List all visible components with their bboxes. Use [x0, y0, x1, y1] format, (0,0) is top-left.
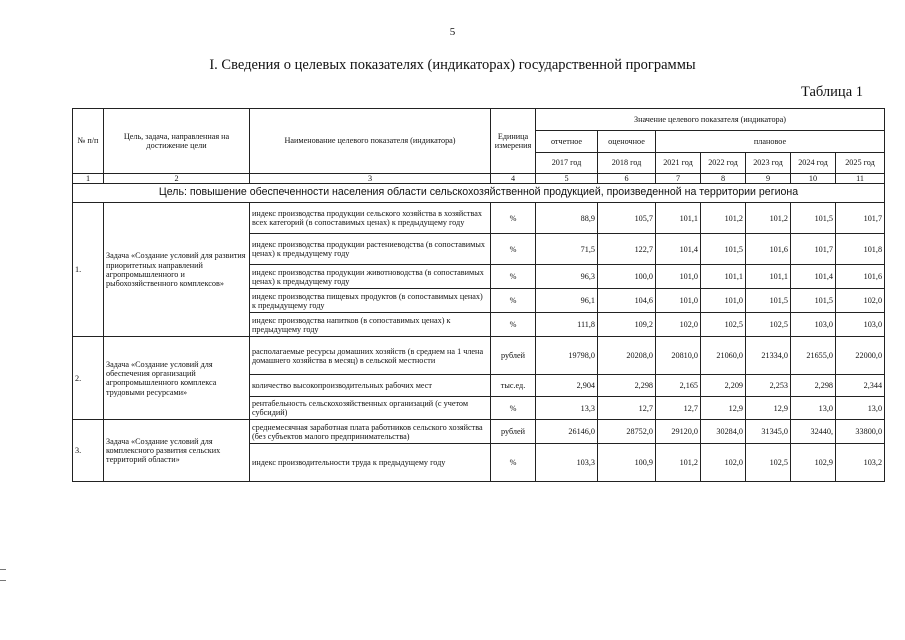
header-year: 2017 год	[536, 153, 598, 174]
column-number: 2	[104, 174, 250, 184]
value-cell: 101,0	[701, 289, 746, 313]
value-cell: 105,7	[598, 203, 656, 234]
unit-cell: %	[491, 444, 536, 482]
page-number: 5	[449, 26, 456, 38]
value-cell: 31345,0	[746, 420, 791, 444]
value-cell: 101,0	[656, 265, 701, 289]
value-cell: 103,0	[836, 313, 885, 337]
value-cell: 96,1	[536, 289, 598, 313]
indicator-name: среднемесячная заработная плата работников сельского хозяйства (без субъектов малого предпринимательства)	[250, 420, 491, 444]
unit-cell: %	[491, 289, 536, 313]
value-cell: 101,5	[791, 289, 836, 313]
value-cell: 101,1	[746, 265, 791, 289]
indicator-name: располагаемые ресурсы домашних хозяйств (в среднем на 1 члена домашнего хозяйства в месяц) в сельской местности	[250, 337, 491, 375]
value-cell: 102,0	[656, 313, 701, 337]
header-unit: Единица измерения	[491, 109, 536, 174]
task-number: 3.	[73, 420, 104, 482]
column-number: 6	[598, 174, 656, 184]
column-number: 11	[836, 174, 885, 184]
task-number: 2.	[73, 337, 104, 420]
unit-cell: %	[491, 265, 536, 289]
value-cell: 101,7	[836, 203, 885, 234]
value-cell: 101,6	[746, 234, 791, 265]
value-cell: 12,7	[598, 397, 656, 420]
value-cell: 2,209	[701, 375, 746, 397]
value-cell: 109,2	[598, 313, 656, 337]
margin-mark	[0, 580, 6, 581]
value-cell: 32440,	[791, 420, 836, 444]
value-cell: 102,5	[746, 444, 791, 482]
value-cell: 101,5	[701, 234, 746, 265]
value-cell: 21334,0	[746, 337, 791, 375]
task-text: Задача «Создание условий для обеспечения организаций агропромышленного комплекса трудовыми ресурсами»	[104, 337, 250, 420]
value-cell: 2,904	[536, 375, 598, 397]
value-cell: 2,253	[746, 375, 791, 397]
table-row	[73, 203, 885, 234]
value-cell: 102,5	[746, 313, 791, 337]
unit-cell: %	[491, 234, 536, 265]
header-year: 2021 год	[656, 153, 701, 174]
value-cell: 2,165	[656, 375, 701, 397]
value-cell: 103,3	[536, 444, 598, 482]
value-cell: 101,2	[701, 203, 746, 234]
column-number: 7	[656, 174, 701, 184]
goal-row	[73, 184, 885, 203]
column-number: 4	[491, 174, 536, 184]
header-year: 2024 год	[791, 153, 836, 174]
indicator-name: индекс производства продукции животноводства (в сопоставимых ценах) к предыдущему году	[250, 265, 491, 289]
value-cell: 100,9	[598, 444, 656, 482]
task-text: Задача «Создание условий для комплексного развития сельских территорий области»	[104, 420, 250, 482]
header-year: 2022 год	[701, 153, 746, 174]
value-cell: 20208,0	[598, 337, 656, 375]
value-cell: 12,7	[656, 397, 701, 420]
value-cell: 101,4	[656, 234, 701, 265]
indicator-name: индекс производительности труда к предыдущему году	[250, 444, 491, 482]
value-cell: 26146,0	[536, 420, 598, 444]
unit-cell: рублей	[491, 420, 536, 444]
value-cell: 103,2	[836, 444, 885, 482]
header-estimated: оценочное	[598, 131, 656, 153]
value-cell: 122,7	[598, 234, 656, 265]
column-number: 5	[536, 174, 598, 184]
header-year: 2023 год	[746, 153, 791, 174]
value-cell: 103,0	[791, 313, 836, 337]
column-number: 10	[791, 174, 836, 184]
page-title: I. Сведения о целевых показателях (индикаторах) государственной программы	[209, 57, 696, 73]
header-no: № п/п	[73, 109, 104, 174]
indicator-name: количество высокопроизводительных рабочих мест	[250, 375, 491, 397]
value-cell: 29120,0	[656, 420, 701, 444]
unit-cell: %	[491, 203, 536, 234]
indicator-name: индекс производства пищевых продуктов (в сопоставимых ценах) к предыдущему году	[250, 289, 491, 313]
value-cell: 13,0	[836, 397, 885, 420]
value-cell: 13,3	[536, 397, 598, 420]
unit-cell: тыс.ед.	[491, 375, 536, 397]
value-cell: 102,5	[701, 313, 746, 337]
indicators-table	[72, 108, 885, 482]
indicator-name: рентабельность сельскохозяйственных организаций (с учетом субсидий)	[250, 397, 491, 420]
margin-mark	[0, 569, 6, 570]
value-cell: 101,2	[746, 203, 791, 234]
value-cell: 22000,0	[836, 337, 885, 375]
value-cell: 101,6	[836, 265, 885, 289]
value-cell: 20810,0	[656, 337, 701, 375]
value-cell: 100,0	[598, 265, 656, 289]
column-numbers-row	[73, 174, 885, 184]
value-cell: 101,5	[746, 289, 791, 313]
value-cell: 96,3	[536, 265, 598, 289]
value-cell: 101,0	[656, 289, 701, 313]
column-number: 3	[250, 174, 491, 184]
value-cell: 101,8	[836, 234, 885, 265]
value-cell: 21060,0	[701, 337, 746, 375]
value-cell: 101,1	[656, 203, 701, 234]
value-cell: 71,5	[536, 234, 598, 265]
value-cell: 13,0	[791, 397, 836, 420]
header-reported: отчетное	[536, 131, 598, 153]
header-year: 2025 год	[836, 153, 885, 174]
value-cell: 2,298	[791, 375, 836, 397]
table-row	[73, 337, 885, 375]
value-cell: 101,1	[701, 265, 746, 289]
indicator-name: индекс производства продукции сельского хозяйства в хозяйствах всех категорий (в сопоставимых ценах) к предыдущему году	[250, 203, 491, 234]
value-cell: 104,6	[598, 289, 656, 313]
value-cell: 101,2	[656, 444, 701, 482]
unit-cell: рублей	[491, 337, 536, 375]
unit-cell: %	[491, 313, 536, 337]
value-cell: 12,9	[701, 397, 746, 420]
unit-cell: %	[491, 397, 536, 420]
value-cell: 102,0	[836, 289, 885, 313]
table-row	[73, 420, 885, 444]
value-cell: 12,9	[746, 397, 791, 420]
value-cell: 111,8	[536, 313, 598, 337]
value-cell: 101,4	[791, 265, 836, 289]
value-cell: 21655,0	[791, 337, 836, 375]
goal-text: Цель: повышение обеспеченности населения области сельскохозяйственной продукцией, произведенной на территории региона	[73, 184, 885, 203]
header-goal-task: Цель, задача, направленная на достижение цели	[104, 109, 250, 174]
value-cell: 88,9	[536, 203, 598, 234]
value-cell: 2,298	[598, 375, 656, 397]
header-value-group: Значение целевого показателя (индикатора)	[536, 109, 885, 131]
task-number: 1.	[73, 203, 104, 337]
column-number: 8	[701, 174, 746, 184]
header-year: 2018 год	[598, 153, 656, 174]
value-cell: 30284,0	[701, 420, 746, 444]
indicator-name: индекс производства напитков (в сопоставимых ценах) к предыдущему году	[250, 313, 491, 337]
value-cell: 101,5	[791, 203, 836, 234]
header-planned: плановое	[656, 131, 885, 153]
column-number: 1	[73, 174, 104, 184]
value-cell: 102,0	[701, 444, 746, 482]
value-cell: 101,7	[791, 234, 836, 265]
table-caption: Таблица 1	[800, 84, 863, 100]
header-indicator-name: Наименование целевого показателя (индикатора)	[250, 109, 491, 174]
indicator-name: индекс производства продукции растениеводства (в сопоставимых ценах) к предыдущему году	[250, 234, 491, 265]
value-cell: 2,344	[836, 375, 885, 397]
value-cell: 19798,0	[536, 337, 598, 375]
value-cell: 33800,0	[836, 420, 885, 444]
column-number: 9	[746, 174, 791, 184]
value-cell: 28752,0	[598, 420, 656, 444]
task-text: Задача «Создание условий для развития приоритетных направлений агропромышленного и рыбохозяйственного комплексов»	[104, 203, 250, 337]
value-cell: 102,9	[791, 444, 836, 482]
